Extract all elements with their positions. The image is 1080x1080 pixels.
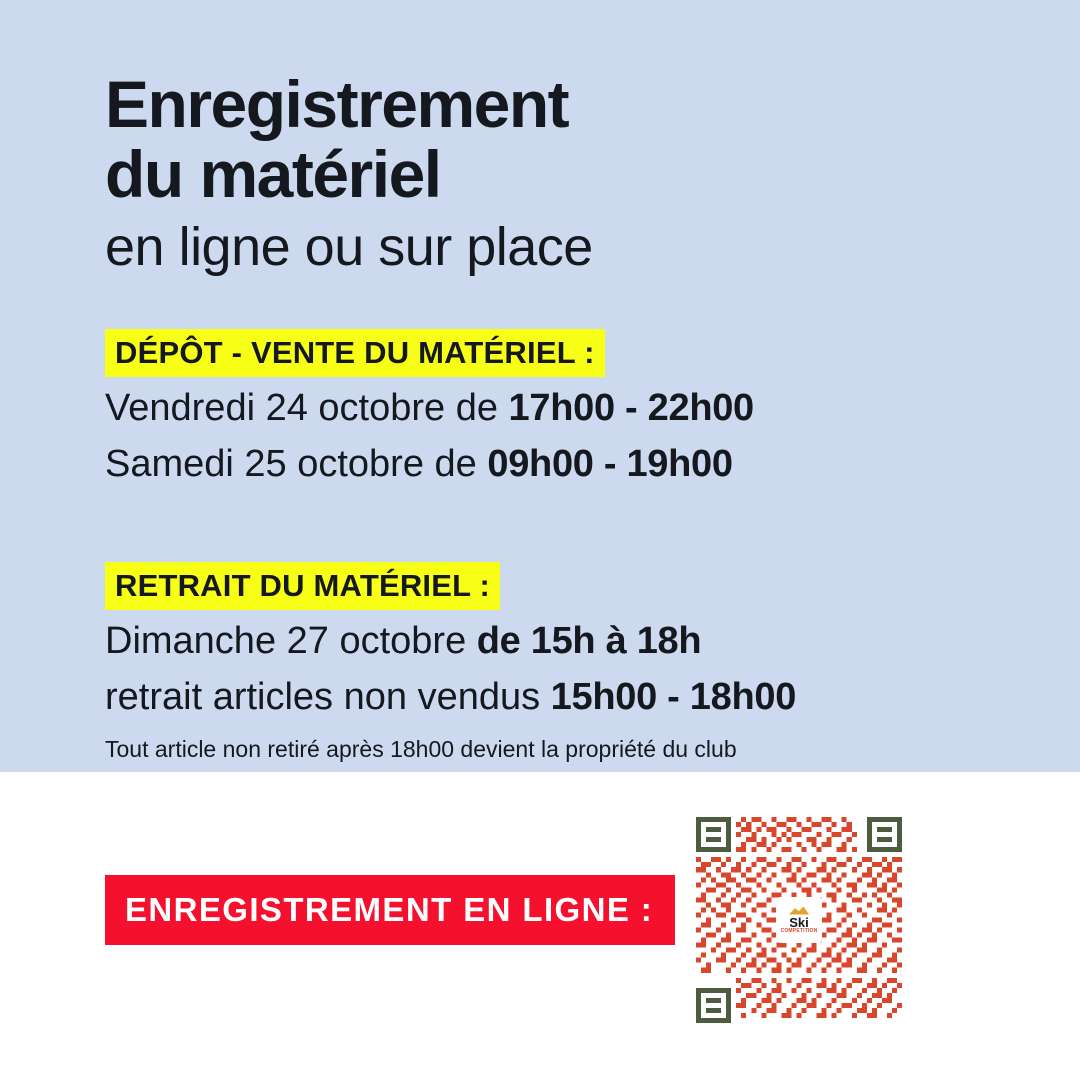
qr-logo-subtext: COMPETITION	[780, 927, 818, 934]
section-depot-vente	[105, 329, 1005, 489]
schedule-label: retrait articles non vendus	[105, 675, 551, 718]
page-subtitle: en ligne ou sur place	[105, 216, 593, 277]
qr-logo-text: Ski	[789, 914, 809, 930]
schedule-time: 09h00 - 19h00	[487, 443, 733, 486]
poster-content	[105, 67, 1005, 763]
schedule-time: 15h00 - 18h00	[550, 675, 797, 718]
schedule-label: Vendredi 24 octobre de	[105, 387, 509, 430]
headline-line-1: Enregistrement	[105, 67, 569, 141]
page-title	[105, 67, 1005, 211]
schedule-label: Samedi 25 octobre de	[105, 443, 488, 486]
mountain-icon	[789, 907, 809, 915]
bottom-panel	[0, 772, 1080, 1080]
fineprint-note: Tout article non retiré après 18h00 devient la propriété du club	[105, 735, 737, 762]
schedule-row	[105, 439, 1005, 489]
online-registration-cta[interactable]: ENREGISTREMENT EN LIGNE :	[105, 875, 675, 945]
headline-line-2: du matériel	[105, 136, 441, 211]
section-tag-depot: DÉPÔT - VENTE DU MATÉRIEL :	[105, 329, 605, 377]
qr-center-logo	[776, 897, 822, 943]
schedule-time: de 15h à 18h	[476, 619, 702, 662]
cta-wrapper	[105, 875, 675, 945]
qr-code[interactable]	[696, 817, 902, 1023]
schedule-time: 17h00 - 22h00	[508, 387, 754, 430]
schedule-label: Dimanche 27 octobre	[105, 619, 477, 662]
section-retrait	[105, 562, 1005, 763]
schedule-row	[105, 383, 1005, 433]
section-tag-retrait: RETRAIT DU MATÉRIEL :	[105, 562, 500, 610]
schedule-row	[105, 672, 1005, 722]
schedule-row	[105, 616, 1005, 666]
